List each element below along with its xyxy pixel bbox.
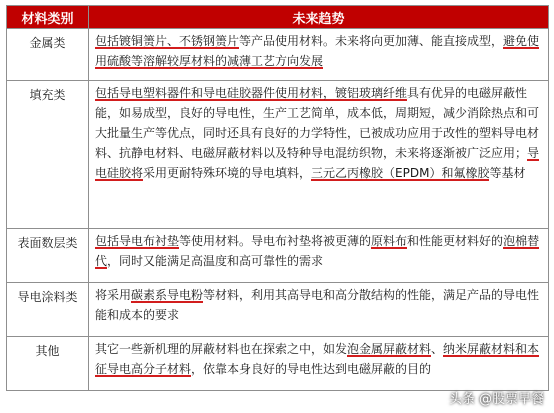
table-row (7, 81, 549, 229)
table-row (7, 229, 549, 283)
table-row (7, 29, 549, 81)
trend-segment: 包括镀铜箦片、不锈钢箦片 (95, 34, 240, 48)
watermark: 头条 @股票早餐 (448, 392, 544, 407)
trend-segment: 、 (431, 342, 444, 356)
trend-segment: 镀铝玻璃纤维 (335, 86, 408, 100)
trend-segment: 具有优异的电磁屏蔽性能，如易成型，良好的导电性，生产工艺简单，成本低，周期短，减少消除热点和可大批量生产等优点，同时还具有良好的力学特性，已被成功应用于改性的塑料导电材料、抗静电材料、电磁屏蔽材料以及特种导电混纺织物，未来将逐渐被广泛应用； (95, 86, 540, 160)
trend-segment: 等材料，利用其高导电和高分散结构的性能，满足产品的导电性能和成本的要求 (95, 288, 540, 322)
trend-segment: 将采用 (95, 288, 132, 302)
trend-segment: 包括导电塑料器件和导电硅胶器件使用材料， (95, 86, 336, 100)
trend-segment: 等使用材料。导电布衬垫将被更薄的 (179, 234, 372, 248)
trend-segment: 等产品使用材料。未来将向更加薄、能直接成型， (239, 34, 504, 48)
trend-segment: 采用更耐特殊环境的导电填料， (143, 166, 312, 180)
trend-segment: 导电硅胶将 (95, 146, 540, 180)
trend-segment: ，同时又能满足高温度和高可靠性的需求 (107, 254, 324, 268)
table-header-row (7, 6, 549, 29)
table-row (7, 283, 549, 337)
trend-segment: 碳素系导电粉 (131, 288, 204, 302)
trend-segment: 泡棉替代 (95, 234, 540, 268)
trend-segment: 和性能更材料好的 (407, 234, 504, 248)
row-category: 表面数层类 (7, 229, 89, 283)
row-trend (89, 29, 549, 81)
row-category: 其他 (7, 337, 89, 391)
trend-segment: 等基材 (489, 166, 526, 180)
row-category: 导电涂料类 (7, 283, 89, 337)
trend-segment: 泡金属屏蔽材料 (347, 342, 432, 356)
row-trend (89, 337, 549, 391)
trend-segment: 避免使用硫酸等溶解较厚材料的减薄工艺方向发展 (95, 34, 540, 68)
table-row (7, 337, 549, 391)
row-trend (89, 283, 549, 337)
materials-table-container (6, 5, 548, 391)
row-trend (89, 229, 549, 283)
trend-segment: 原料布 (371, 234, 408, 248)
row-trend (89, 81, 549, 229)
header-category: 材料类别 (7, 6, 89, 29)
trend-segment: ，依靠本身良好的导电性达到电磁屏蔽的目的 (191, 362, 432, 376)
trend-segment: 包括导电布衬垫 (95, 234, 180, 248)
header-trend: 未来趋势 (89, 6, 549, 29)
row-category: 填充类 (7, 81, 89, 229)
trend-segment: 三元乙丙橡胶（EPDM）和氟橡胶 (311, 166, 490, 180)
trend-segment: 其它一些新机理的屏蔽材料也在探索之中，如发 (95, 342, 348, 356)
table-body (7, 29, 549, 391)
trend-segment: 纳米屏蔽材料和本征导电高分子材料 (95, 342, 540, 376)
materials-trend-table (6, 5, 549, 391)
row-category: 金属类 (7, 29, 89, 81)
